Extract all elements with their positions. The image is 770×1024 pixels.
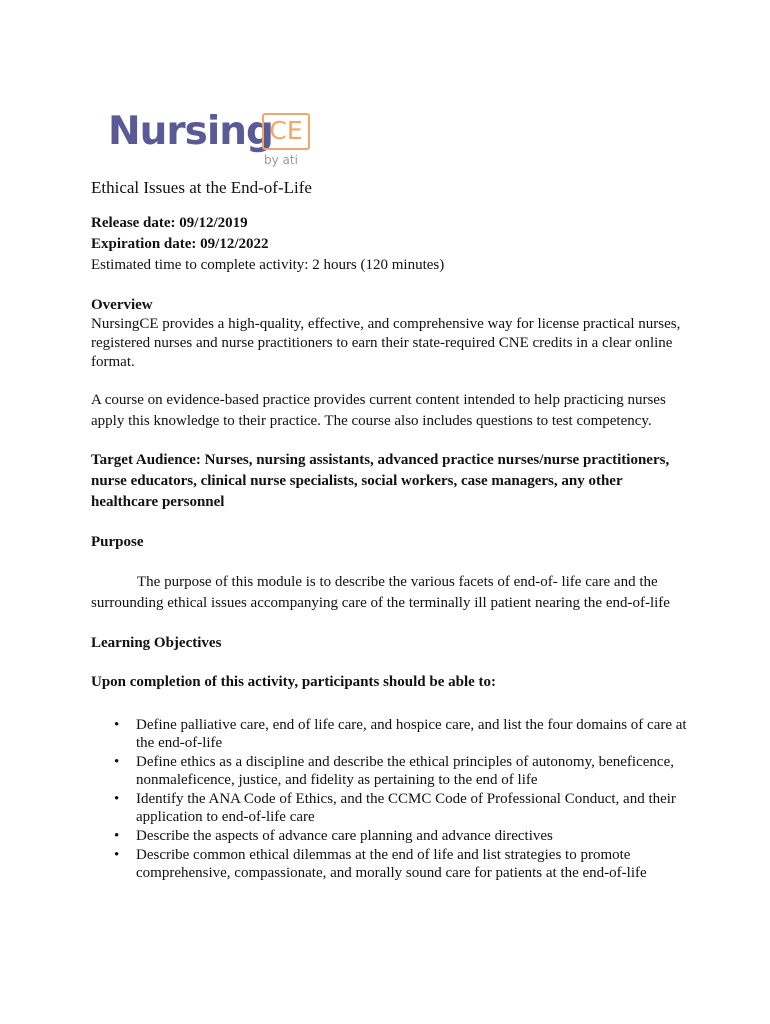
objective-item: • Describe the aspects of advance care planning and advance directives [136,827,691,846]
overview-paragraph-2: A course on evidence-based practice provides current content intended to help practicing nurses apply this knowledge to their practice. The course also includes questions to test competency. [91,392,666,429]
purpose-text: The purpose of this module is to describe the various facets of end-of- life care and the surrounding ethical issues accompanying care of the terminally ill patient nearing the end-of-life [91,574,670,611]
objective-item: • Define ethics as a discipline and describe the ethical principles of autonomy, beneficence, nonmaleficence, justice, and fidelity as pertaining to the end of life [136,753,691,790]
logo-wordmark: Nursing [108,109,273,154]
objective-item: • Describe common ethical dilemmas at the end of life and list strategies to promote comprehensive, compassionate, and morally sound care for patients at the end-of-life [136,846,691,883]
release-date: Release date: 09/12/2019 [91,215,248,231]
expiration-date: Expiration date: 09/12/2022 [91,236,269,252]
nursingce-logo [108,104,328,176]
document-body [91,178,691,883]
logo-tagline: by ati [264,153,298,167]
objective-item: • Define palliative care, end of life care, and hospice care, and list the four domains of care at the end-of-life [136,716,691,753]
logo-ce-box: CE [262,113,310,150]
objectives-intro: Upon completion of this activity, participants should be able to: [91,674,497,690]
objectives-list [91,716,691,883]
overview-heading: Overview [91,297,153,313]
objectives-heading: Learning Objectives [91,635,222,651]
target-audience: Target Audience: Nurses, nursing assistants, advanced practice nurses/nurse practitioners, nurse educators, clinical nurse specialists, social workers, case managers, any other healthcare personnel [91,452,670,510]
document-title: Ethical Issues at the End-of-Life [91,178,312,197]
estimated-time: Estimated time to complete activity: 2 hours (120 minutes) [91,257,445,273]
objective-item: • Identify the ANA Code of Ethics, and the CCMC Code of Professional Conduct, and their application to end-of-life care [136,790,691,827]
purpose-heading: Purpose [91,534,144,550]
overview-paragraph-1: NursingCE provides a high-quality, effective, and comprehensive way for license practical nurses, registered nurses and nurse practitioners to earn their state-required CNE credits in a clear online format. [91,316,681,370]
